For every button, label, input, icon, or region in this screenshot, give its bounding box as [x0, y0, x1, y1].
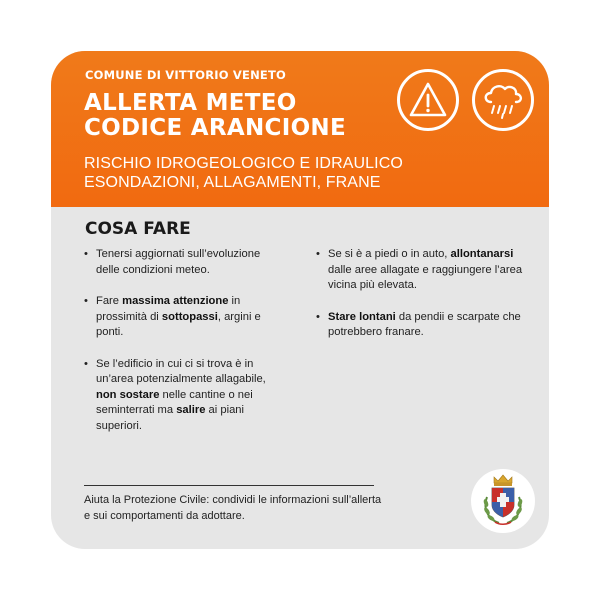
municipal-coat-of-arms-icon: [471, 469, 535, 533]
instruction-text: ai piani superiori.: [96, 404, 245, 432]
alert-title: [84, 91, 346, 141]
risk-line1: RISCHIO IDROGEOLOGICO E IDRAULICO: [84, 155, 403, 172]
section-title: COSA FARE: [85, 219, 191, 239]
instruction-emphasis: massima attenzione: [122, 295, 229, 307]
instruction-emphasis: allontanarsi: [450, 248, 514, 260]
instruction-item: [84, 247, 284, 278]
instruction-emphasis: sottopassi: [161, 310, 218, 323]
risk-description: [84, 154, 403, 192]
alert-header: [51, 51, 549, 207]
alert-card: [51, 51, 549, 549]
instruction-emphasis: non sostare: [96, 388, 160, 401]
risk-line2: ESONDAZIONI, ALLAGAMENTI, FRANE: [84, 174, 381, 191]
instruction-emphasis: Stare lontani: [328, 310, 396, 323]
instruction-emphasis: salire: [176, 404, 206, 416]
instruction-text: nelle cantine o nei seminterrati ma: [96, 388, 253, 416]
instructions-column-left: [84, 247, 284, 450]
instruction-text: da pendii e scarpate che potrebbero franare.: [328, 310, 521, 338]
instruction-text: , argini e ponti.: [96, 310, 261, 338]
alert-title-line2: CODICE ARANCIONE: [84, 115, 346, 141]
instruction-text: Fare: [96, 295, 123, 307]
footer-divider: [84, 485, 374, 486]
instruction-item: [316, 247, 526, 294]
instruction-text: in prossimità di: [96, 295, 241, 323]
instruction-text: Se l’edificio in cui ci si trova è in un’area potenzialmente allagabile,: [96, 357, 266, 385]
instruction-item: [84, 294, 284, 341]
instruction-item: [84, 357, 284, 435]
instruction-item: [316, 310, 526, 341]
instruction-text: Se si è a piedi o in auto,: [328, 248, 451, 260]
instruction-text: Tenersi aggiornati sull’evoluzione delle condizioni meteo.: [96, 248, 261, 276]
instructions-column-right: [316, 247, 526, 357]
instruction-text: dalle aree allagate e raggiungere l’area vicina più elevata.: [328, 263, 523, 291]
footer-message: Aiuta la Protezione Civile: condividi le informazioni sull’allerta e sui comportamenti da adottare.: [84, 494, 382, 522]
rain-cloud-icon: [472, 69, 534, 131]
alert-title-line1: ALLERTA METEO: [84, 90, 297, 116]
municipality-name: COMUNE DI VITTORIO VENETO: [85, 68, 286, 82]
warning-icon: [397, 69, 459, 131]
